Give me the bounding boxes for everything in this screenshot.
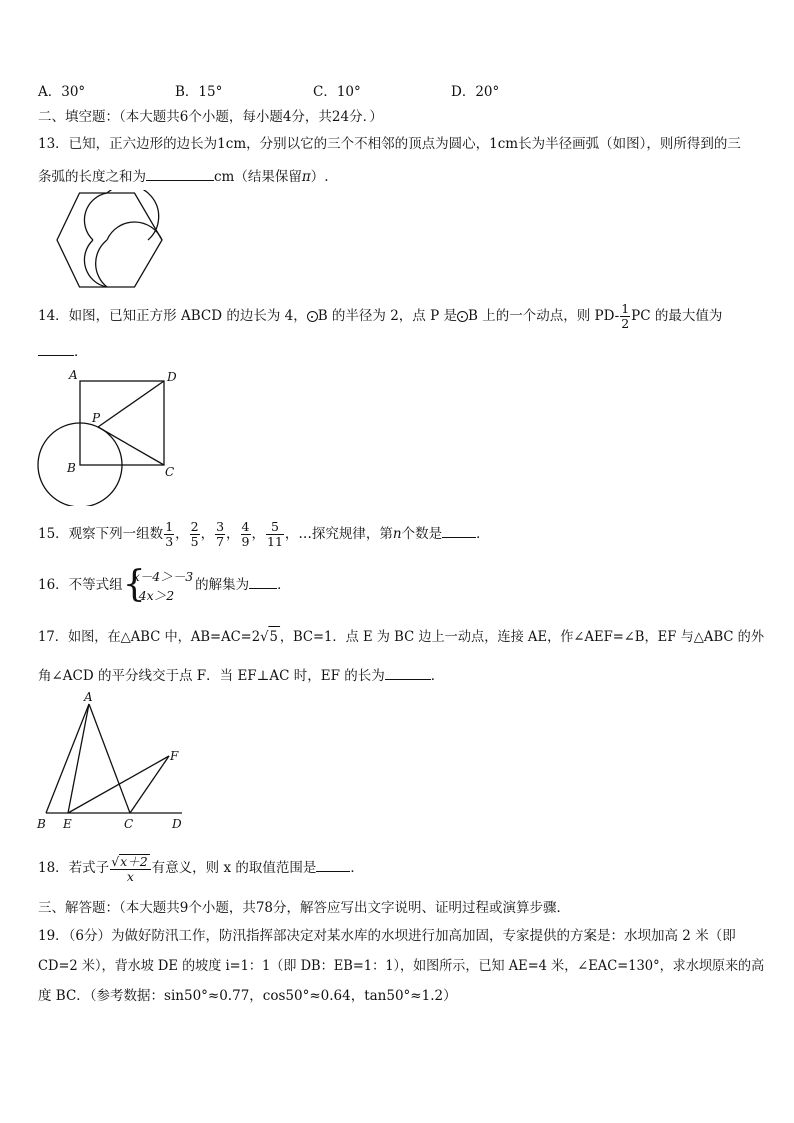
q16-ineq1: x－4＞－3: [132, 568, 194, 584]
segment-ac: [89, 704, 130, 813]
label-a: A: [84, 690, 93, 704]
q14-text-a: 14．如图，已知正方形 ABCD 的边长为 4，: [38, 308, 307, 324]
q13-text-a: 条弧的长度之和为: [38, 169, 146, 185]
label-p: P: [92, 411, 101, 425]
q15-answer-blank: [442, 523, 476, 538]
q19-line3: 度 BC．（参考数据：sin50°≈0.77，cos50°≈0.64，tan50°≈1.2）: [38, 988, 457, 1004]
segment-ab: [46, 704, 89, 813]
q16-suffix: 的解集为: [195, 577, 250, 593]
q18-answer-blank: [316, 857, 350, 872]
label-f: F: [170, 749, 179, 763]
q18-line: [38, 850, 364, 886]
frac-den: 11: [267, 534, 283, 549]
q14-frac-den: 2: [621, 316, 630, 331]
label-b: B: [37, 817, 46, 830]
q15-fraction-5: [266, 520, 284, 549]
segment-ef: [68, 756, 169, 813]
separator: ，: [175, 526, 189, 542]
q17-line1: [38, 626, 764, 647]
q13-text-c: ）.: [310, 169, 329, 185]
q17-end: ．: [430, 668, 445, 684]
frac-num: 2: [190, 519, 199, 534]
q15-suffix-b: 个数是: [401, 526, 443, 542]
q18-fraction: [110, 854, 150, 884]
q17-text-a: 17．如图，在△ABC 中，AB=AC=2: [38, 629, 261, 645]
q15-fraction-4: [241, 520, 251, 549]
q14-fraction: [620, 302, 630, 331]
separator: ，: [251, 526, 265, 542]
arc-top-left: [84, 193, 107, 240]
segment-pd: [98, 381, 164, 427]
q18-suffix: 有意义，则 x 的取值范围是: [151, 860, 317, 876]
q14-line1: [38, 302, 722, 331]
option-d: D．20°: [451, 84, 500, 100]
q18-radicand: x＋2: [120, 853, 148, 869]
brace-icon: {: [122, 563, 146, 605]
frac-num: 1: [165, 519, 174, 534]
q17-sqrt5: 5: [269, 626, 280, 647]
label-a: A: [69, 368, 78, 382]
q18-frac-den: x: [126, 868, 134, 884]
q14-text-d: PC 的最大值为: [631, 308, 723, 324]
hexagon-figure: [52, 190, 172, 292]
hexagon-outline: [57, 193, 162, 287]
frac-num: 4: [241, 519, 250, 534]
label-c: C: [124, 817, 134, 830]
arc-center-left: [96, 240, 107, 287]
q15-end: ．: [476, 526, 490, 542]
label-d: D: [172, 817, 182, 830]
q18-end: ．: [350, 860, 364, 876]
q15-fraction-3: [215, 520, 225, 549]
option-a: A．30°: [38, 84, 86, 100]
q18-frac-num: [110, 854, 150, 870]
q14-text-c: B 上的一个动点，则 PD-: [467, 308, 620, 324]
q17-line2: [38, 665, 444, 686]
q15-prefix: 15．观察下列一组数: [38, 526, 164, 542]
frac-den: 9: [241, 534, 250, 549]
q13-line2: [38, 166, 329, 187]
frac-den: 7: [216, 534, 225, 549]
segment-ae: [68, 704, 89, 813]
sqrt-icon: √: [260, 629, 269, 645]
q19-line2: CD=2 米），背水坡 DE 的坡度 i=1：1（即 DB：EB=1：1），如图所示，已知 AE=4 米，∠EAC=130°，求水坝原来的高: [38, 958, 765, 974]
section2-heading: 二、填空题：（本大题共6个小题，每小题4分，共24分．）: [38, 109, 383, 125]
q19-line1: 19．（6分）为做好防汛工作，防汛指挥部决定对某水库的水坝进行加高加固，专家提供的方案是：水坝加高 2 米（即: [38, 928, 736, 944]
q14-frac-num: 1: [621, 301, 630, 316]
circle-symbol-icon: [307, 311, 318, 322]
separator: ，: [226, 526, 240, 542]
q17-answer-blank: [385, 665, 431, 680]
q14-text-b: B 的半径为 2，点 P 是: [317, 308, 457, 324]
segment-cf: [130, 756, 169, 813]
q17-text-b: ，BC=1．点 E 为 BC 边上一动点，连接 AE，作∠AEF=∠B，EF 与△ABC 的外: [279, 629, 765, 645]
square-circle-figure: [34, 366, 184, 506]
q14-line2: [38, 341, 88, 362]
label-c: C: [165, 465, 175, 479]
q18-prefix: 18．若式子: [38, 860, 110, 876]
segment-pc: [98, 427, 164, 465]
label-e: E: [63, 817, 72, 830]
circle-symbol-icon: [457, 311, 468, 322]
option-c: C．10°: [313, 84, 361, 100]
q13-text-b: cm（结果保留: [214, 169, 302, 185]
q13-answer-blank: [146, 166, 214, 181]
q16-ineq2: 4x＞2: [138, 587, 175, 603]
q16-inequality-system: [122, 563, 194, 605]
label-d: D: [167, 370, 177, 384]
q15-suffix-a: ，…探究规律，第: [284, 526, 393, 542]
option-b: B．15°: [175, 84, 223, 100]
arc-right-upper: [107, 190, 159, 240]
q16-prefix: 16．不等式组: [38, 577, 123, 593]
q16-end: ．: [277, 577, 291, 593]
q15-line: [38, 520, 490, 549]
frac-num: 3: [216, 519, 225, 534]
triangle-figure: [34, 690, 194, 830]
q13-line1: 13．已知，正六边形的边长为1cm，分别以它的三个不相邻的顶点为圆心，1cm长为半径画弧（如图），则所得到的三: [38, 136, 741, 152]
q16-answer-blank: [249, 574, 277, 589]
q17-text-c: 角∠ACD 的平分线交于点 F．当 EF⊥AC 时，EF 的长为: [38, 668, 385, 684]
sqrt-icon: √: [111, 853, 120, 869]
separator: ，: [200, 526, 215, 542]
q15-n: n: [392, 526, 402, 542]
label-b: B: [67, 461, 76, 475]
q15-fraction-2: [190, 520, 200, 549]
frac-num: 5: [266, 520, 284, 535]
frac-den: 5: [190, 534, 199, 549]
q14-end: ．: [74, 344, 88, 360]
frac-den: 3: [165, 534, 174, 549]
q15-fraction-1: [164, 520, 174, 549]
q16-line: [38, 565, 291, 605]
q13-pi: π: [301, 169, 311, 185]
q14-answer-blank: [38, 341, 74, 356]
section3-heading: 三、解答题：（本大题共9个小题，共78分，解答应写出文字说明、证明过程或演算步骤．: [38, 900, 571, 916]
